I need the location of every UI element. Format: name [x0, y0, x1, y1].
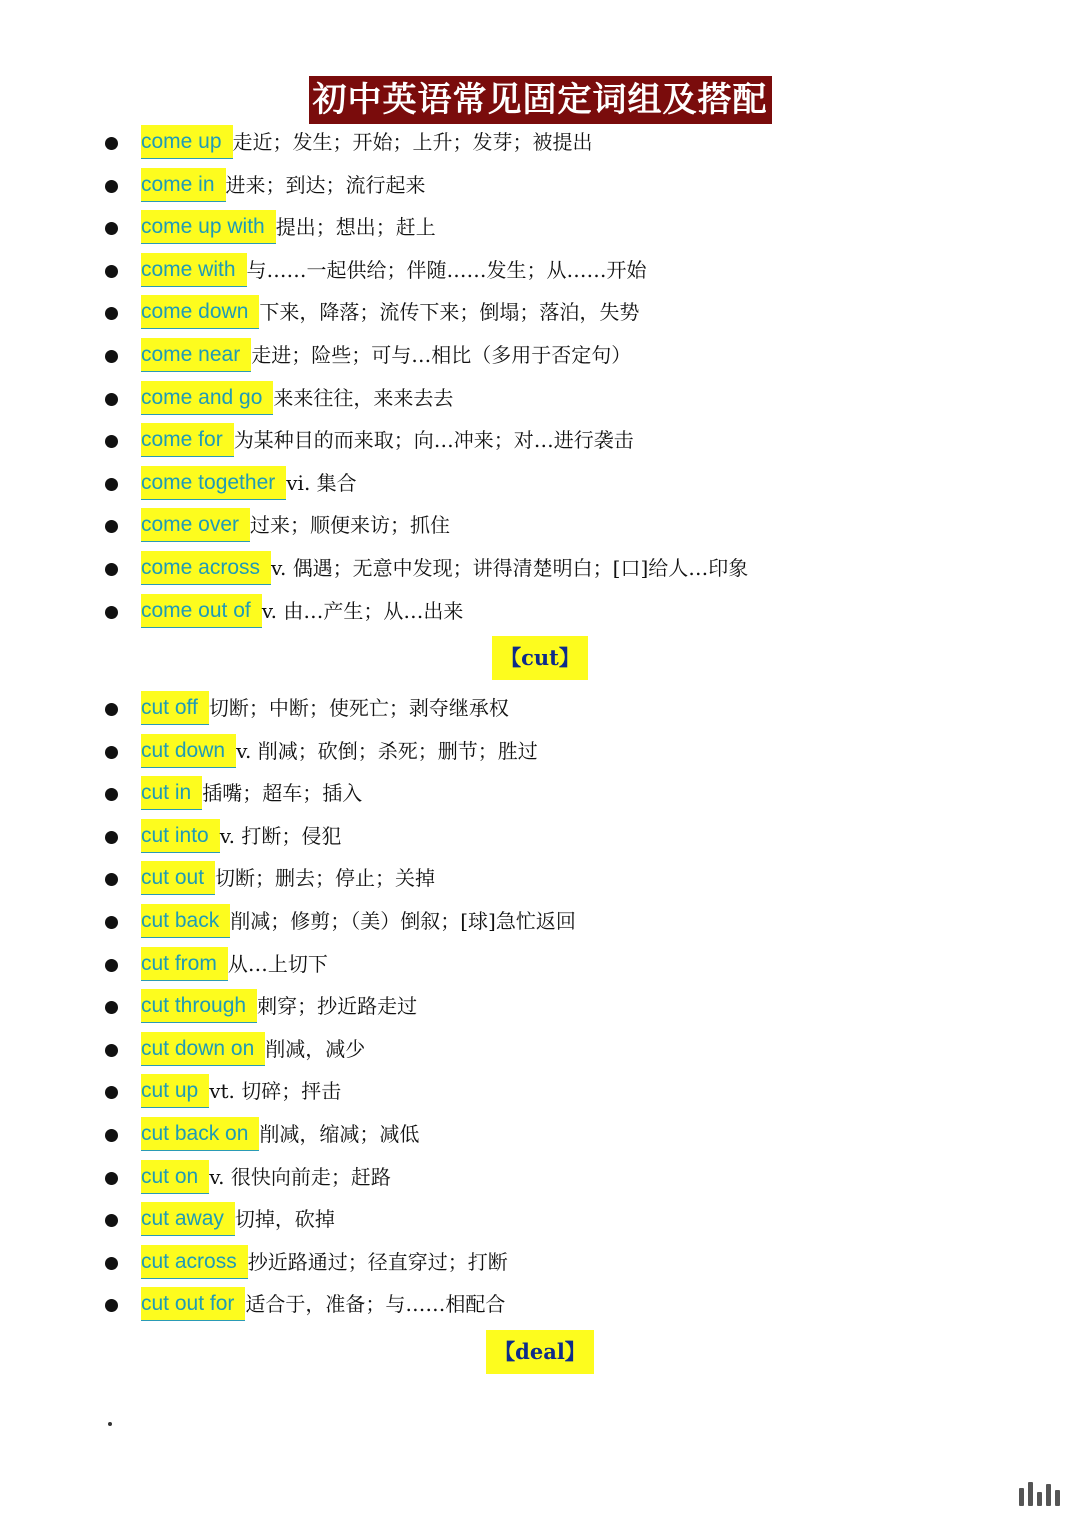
- phrase-term: cut off: [141, 691, 209, 725]
- phrase-meaning: 进来；到达；流行起来: [225, 172, 426, 197]
- phrase-term: cut back on: [141, 1117, 259, 1151]
- phrase-meaning: 为某种目的而来取；向…冲来；对…进行袭击: [233, 428, 634, 453]
- list-item: [0, 988, 1080, 1031]
- list-item: [0, 507, 1080, 550]
- bullet-icon: [105, 959, 118, 972]
- toolbar-icon-bar: [1046, 1484, 1051, 1506]
- bullet-icon: [105, 1172, 118, 1185]
- list-item: [0, 252, 1080, 295]
- bullet-icon: [105, 788, 118, 801]
- toolbar-icon-bar: [1037, 1492, 1042, 1506]
- phrase-row: [141, 125, 593, 159]
- list-item: [0, 294, 1080, 337]
- bullet-icon: [105, 1129, 118, 1142]
- phrase-term: cut down on: [141, 1032, 265, 1066]
- list-item: [0, 903, 1080, 946]
- bullet-icon: [105, 435, 118, 448]
- bullet-icon: [105, 563, 118, 576]
- phrase-row: [141, 904, 576, 938]
- phrase-row: [141, 1245, 508, 1279]
- phrase-row: [141, 947, 328, 981]
- phrase-meaning: 下来，降落；流传下来；倒塌；落泊，失势: [259, 300, 640, 325]
- phrase-row: [141, 508, 450, 542]
- phrase-term: come across: [141, 551, 271, 585]
- come-phrase-list: [0, 124, 1080, 635]
- list-item: [0, 1073, 1080, 1116]
- phrase-term: come near: [141, 338, 251, 372]
- phrase-term: cut down: [141, 734, 236, 768]
- bullet-icon: [105, 873, 118, 886]
- bullet-icon: [105, 222, 118, 235]
- phrase-meaning: v. 很快向前走；赶路: [209, 1164, 391, 1189]
- phrase-term: come up with: [141, 210, 276, 244]
- phrase-meaning: 从…上切下: [227, 951, 328, 976]
- section-heading-cut: 【cut】: [492, 636, 588, 680]
- list-item: [0, 860, 1080, 903]
- phrase-meaning: 走近；发生；开始；上升；发芽；被提出: [232, 130, 593, 154]
- phrase-row: [141, 1287, 505, 1321]
- phrase-meaning: 过来；顺便来访；抓住: [250, 513, 451, 538]
- phrase-meaning: 切掉，砍掉: [234, 1207, 335, 1232]
- phrase-meaning: 提出；想出；赶上: [275, 215, 436, 240]
- list-item: [0, 1031, 1080, 1074]
- phrase-row: [141, 423, 634, 457]
- bullet-icon: [105, 520, 118, 533]
- phrase-row: [141, 861, 435, 895]
- phrase-meaning: 抄近路通过；径直穿过；打断: [247, 1249, 508, 1274]
- list-item: [0, 733, 1080, 776]
- list-item: [0, 337, 1080, 380]
- bullet-icon: [105, 703, 118, 716]
- page-title: 初中英语常见固定词组及搭配: [309, 76, 772, 124]
- phrase-term: cut away: [141, 1202, 235, 1236]
- title-wrapper: [0, 76, 1080, 124]
- phrase-term: come together: [141, 466, 286, 500]
- phrase-meaning: v. 由…产生；从…出来: [261, 598, 464, 623]
- phrase-meaning: 切断；删去；停止；关掉: [215, 866, 436, 891]
- stray-dot: [108, 1422, 112, 1426]
- phrase-term: come out of: [141, 594, 262, 628]
- phrase-row: [141, 1074, 341, 1108]
- phrase-meaning: v. 削减；砍倒；杀死；删节；胜过: [236, 738, 538, 763]
- bullet-icon: [105, 916, 118, 929]
- phrase-meaning: v. 偶遇；无意中发现；讲得清楚明白；[口]给人…印象: [271, 555, 749, 580]
- phrase-meaning: 与……一起供给；伴随……发生；从……开始: [246, 257, 647, 282]
- list-item: [0, 818, 1080, 861]
- bullet-icon: [105, 478, 118, 491]
- phrase-row: [141, 551, 748, 585]
- phrase-term: cut up: [141, 1074, 209, 1108]
- list-item: [0, 1201, 1080, 1244]
- phrase-row: [141, 1202, 335, 1236]
- list-item: [0, 1286, 1080, 1329]
- phrase-row: [141, 1117, 419, 1151]
- phrase-row: [141, 168, 426, 202]
- phrase-row: [141, 1160, 391, 1194]
- phrase-term: cut back: [141, 904, 230, 938]
- phrase-term: cut from: [141, 947, 228, 981]
- phrase-meaning: 适合于，准备；与……相配合: [245, 1292, 506, 1317]
- viewer-toolbar[interactable]: [1019, 1482, 1060, 1506]
- bullet-icon: [105, 606, 118, 619]
- list-item: [0, 1244, 1080, 1287]
- bullet-icon: [105, 1214, 118, 1227]
- section-deal-wrapper: [0, 1330, 1080, 1374]
- phrase-term: cut out for: [141, 1287, 245, 1321]
- phrase-meaning: v. 打断；侵犯: [219, 823, 342, 848]
- phrase-meaning: 削减，减少: [265, 1036, 366, 1061]
- list-item: [0, 550, 1080, 593]
- phrase-row: [141, 989, 417, 1023]
- list-item: [0, 465, 1080, 508]
- phrase-term: cut in: [141, 776, 202, 810]
- bullet-icon: [105, 307, 118, 320]
- list-item: [0, 422, 1080, 465]
- section-cut-wrapper: [0, 636, 1080, 680]
- list-item: [0, 209, 1080, 252]
- phrase-term: come down: [141, 295, 259, 329]
- list-item: [0, 775, 1080, 818]
- toolbar-icon-bar: [1019, 1488, 1024, 1506]
- phrase-row: [141, 776, 362, 810]
- phrase-meaning: 削减；修剪；（美）倒叙；[球]急忙返回: [230, 908, 576, 933]
- phrase-meaning: 削减，缩减；减低: [259, 1121, 420, 1146]
- phrase-row: [141, 734, 538, 768]
- bullet-icon: [105, 1299, 118, 1312]
- phrase-meaning: 切断；中断；使死亡；剥夺继承权: [208, 696, 509, 720]
- bullet-icon: [105, 180, 118, 193]
- list-item: [0, 946, 1080, 989]
- phrase-meaning: 走进；险些；可与…相比（多用于否定句）: [251, 342, 632, 367]
- phrase-meaning: 刺穿；抄近路走过: [257, 994, 418, 1019]
- phrase-row: [141, 594, 463, 628]
- bullet-icon: [105, 746, 118, 759]
- bullet-icon: [105, 831, 118, 844]
- phrase-row: [141, 295, 639, 329]
- bullet-icon: [105, 393, 118, 406]
- bullet-icon: [105, 350, 118, 363]
- phrase-meaning: 插嘴；超车；插入: [202, 781, 363, 806]
- bullet-icon: [105, 1086, 118, 1099]
- phrase-term: cut into: [141, 819, 220, 853]
- phrase-term: come for: [141, 423, 234, 457]
- cut-phrase-list: [0, 690, 1080, 1329]
- phrase-meaning: vt. 切碎；抨击: [209, 1079, 342, 1104]
- toolbar-icon-bar: [1055, 1490, 1060, 1506]
- phrase-row: [141, 253, 647, 287]
- phrase-row: [141, 466, 357, 500]
- phrase-row: [141, 691, 509, 725]
- phrase-term: come and go: [141, 381, 273, 415]
- phrase-term: cut on: [141, 1160, 209, 1194]
- list-item: [0, 1116, 1080, 1159]
- phrase-term: come over: [141, 508, 250, 542]
- bullet-icon: [105, 1257, 118, 1270]
- list-item: [0, 593, 1080, 636]
- phrase-term: cut out: [141, 861, 215, 895]
- phrase-term: come in: [141, 168, 226, 202]
- list-item: [0, 124, 1080, 167]
- phrase-row: [141, 210, 436, 244]
- phrase-term: come with: [141, 253, 247, 287]
- phrase-meaning: vi. 集合: [286, 470, 357, 495]
- phrase-row: [141, 381, 453, 415]
- section-heading-deal: 【deal】: [486, 1330, 594, 1374]
- bullet-icon: [105, 265, 118, 278]
- bullet-icon: [105, 137, 118, 150]
- phrase-row: [141, 338, 631, 372]
- bullet-icon: [105, 1001, 118, 1014]
- phrase-row: [141, 1032, 365, 1066]
- bullet-icon: [105, 1044, 118, 1057]
- list-item: [0, 1159, 1080, 1202]
- phrase-row: [141, 819, 341, 853]
- list-item: [0, 380, 1080, 423]
- phrase-meaning: 来来往往，来来去去: [273, 385, 454, 410]
- phrase-term: cut through: [141, 989, 257, 1023]
- list-item: [0, 690, 1080, 733]
- phrase-term: come up: [141, 125, 233, 159]
- toolbar-icon-bar: [1028, 1482, 1033, 1506]
- phrase-term: cut across: [141, 1245, 248, 1279]
- list-item: [0, 167, 1080, 210]
